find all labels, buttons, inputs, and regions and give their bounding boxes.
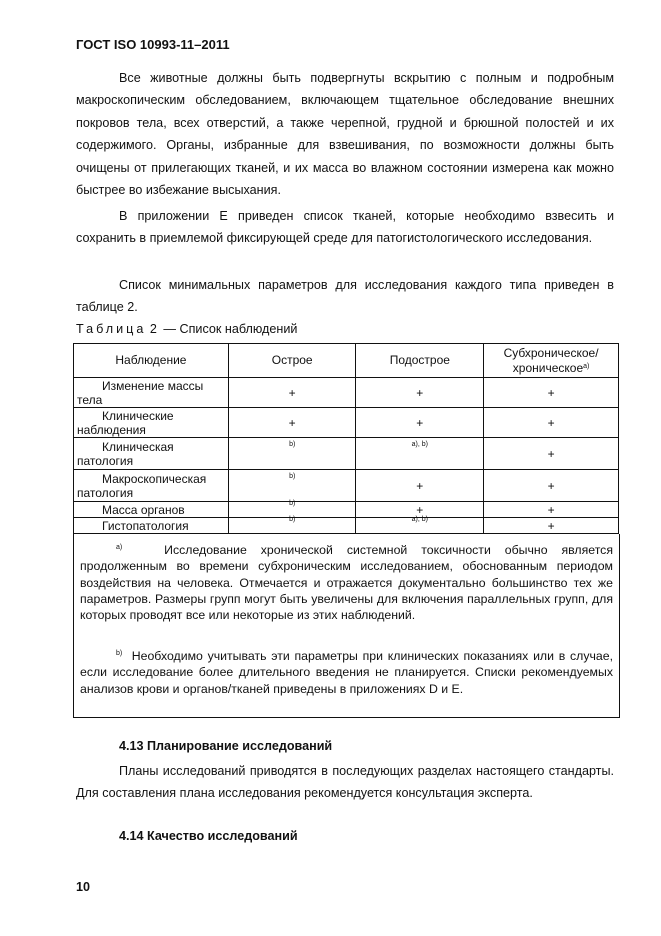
cell-chronic: + bbox=[484, 408, 619, 438]
cell-subacute: + bbox=[356, 502, 484, 518]
caption-number: 2 bbox=[149, 322, 160, 336]
table-note-a: $^{a)}$ Исследование хронической системной токсичности обычно является продолженным во времени субхроническим исследованием, обоснованным периодом воздействия на человека. Отмечается и отражается документально большинство тех же параметров. Размеры групп могут быть увеличены для включения параллельных групп, для которых проводят все или некоторые из этих наблюдений. bbox=[80, 543, 613, 623]
section-4-13-title: 4.13 Планирование исследований bbox=[119, 739, 333, 753]
row-label: Макроскопическая патология bbox=[77, 471, 207, 500]
cell-chronic: + bbox=[484, 502, 619, 518]
cell-chronic: + bbox=[484, 470, 619, 502]
table-row bbox=[74, 378, 619, 408]
cell-chronic: + bbox=[484, 378, 619, 408]
row-label: Масса органов bbox=[102, 502, 185, 517]
header-subacute: Подострое bbox=[356, 344, 484, 378]
table-note-b: $^{b)}$ Необходимо учитывать эти параметры при клинических показаниях или в случае, если исследование более длительного введения не планируется. Списки рекомендуемых анализов крови и органов/тканей приведены в приложениях D и E. bbox=[80, 649, 613, 696]
cell-acute: b) bbox=[289, 441, 296, 448]
cell-subacute: + bbox=[356, 408, 484, 438]
cell-acute: + bbox=[228, 378, 356, 408]
table-row bbox=[74, 408, 619, 438]
row-label: Изменение массы тела bbox=[77, 378, 204, 407]
cell-subacute: a), b) bbox=[411, 516, 428, 523]
observations-table bbox=[73, 343, 619, 534]
cell-subacute: a), b) bbox=[411, 441, 428, 448]
table-header-row bbox=[74, 344, 619, 378]
section-4-13-text: Планы исследований приводятся в последующих разделах настоящего стандарты. Для составления плана исследования рекомендуется консультация эксперта. bbox=[76, 764, 614, 801]
cell-subacute: + bbox=[356, 378, 484, 408]
cell-acute: b) bbox=[289, 516, 296, 523]
caption-text: — Список наблюдений bbox=[163, 322, 298, 336]
header-chronic: Субхроническое/ хроническое$^{a)}$ bbox=[484, 344, 619, 378]
table-row bbox=[74, 502, 619, 518]
table-row bbox=[74, 518, 619, 534]
caption-prefix: Таблица bbox=[76, 322, 147, 336]
cell-acute: b) bbox=[289, 473, 296, 480]
section-4-14-title: 4.14 Качество исследований bbox=[119, 829, 298, 843]
cell-chronic: + bbox=[484, 518, 619, 534]
paragraph-autopsy: Все животные должны быть подвергнуты вскрытию с полным и подробным макроскопическим обследованием, включающем тщательное обследование внешних покровов тела, всех отверстий, а также черепной, грудной и брюшной полостей и их содержимого. Органы, избранные для взвешивания, по возможности должны быть очищены от прилегающих тканей, и их масса во влажном состоянии измерена как можно быстрее во избежание высыхания. bbox=[76, 71, 614, 198]
paragraph-table-ref: Список минимальных параметров для исследования каждого типа приведен в таблице 2. bbox=[76, 278, 614, 315]
row-label: Клиническая патология bbox=[77, 439, 174, 468]
table-row bbox=[74, 470, 619, 502]
paragraph-appendix-e: В приложении Е приведен список тканей, которые необходимо взвесить и сохранить в приемлемой фиксирующей среде для патогистологического исследования. bbox=[76, 209, 614, 246]
cell-subacute: + bbox=[356, 470, 484, 502]
header-acute: Острое bbox=[228, 344, 356, 378]
page-number: 10 bbox=[76, 880, 91, 894]
row-label: Гистопатология bbox=[102, 518, 189, 533]
cell-chronic: + bbox=[484, 438, 619, 470]
row-label: Клинические наблюдения bbox=[77, 408, 174, 437]
table-row bbox=[74, 438, 619, 470]
header-observation: Наблюдение bbox=[74, 344, 229, 378]
document-header: ГОСТ ISO 10993-11–2011 bbox=[76, 37, 230, 52]
cell-acute: + bbox=[228, 408, 356, 438]
table-caption bbox=[76, 322, 297, 336]
cell-acute: b) bbox=[289, 500, 296, 507]
